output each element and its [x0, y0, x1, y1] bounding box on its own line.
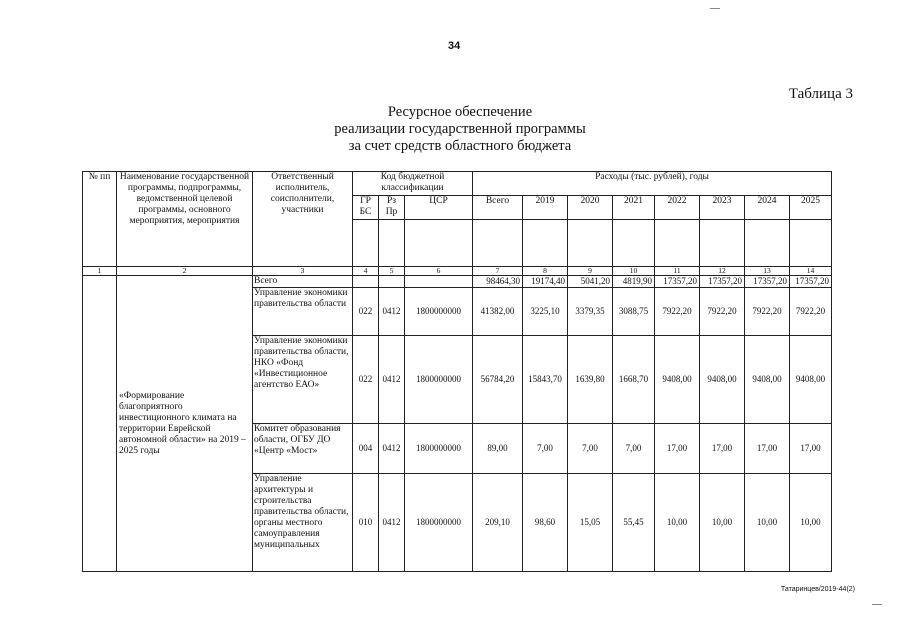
- value-cell: 9408,00: [700, 336, 745, 424]
- value-cell: 7922,20: [655, 288, 700, 336]
- value-cell: 15843,70: [523, 336, 568, 424]
- value-cell: 17,00: [655, 424, 700, 474]
- value-cell: 41382,00: [473, 288, 523, 336]
- value-cell: 98464,30: [473, 276, 523, 288]
- value-cell: 7,00: [523, 424, 568, 474]
- value-cell: 7922,20: [745, 288, 790, 336]
- header-expenses: Расходы (тыс. рублей), годы: [473, 172, 832, 196]
- header-year: 2019: [523, 196, 568, 220]
- column-index: 5: [379, 267, 405, 276]
- page-number: 34: [448, 40, 461, 52]
- value-cell: 4819,90: [613, 276, 655, 288]
- grbs-cell: 022: [353, 288, 379, 336]
- value-cell: 9408,00: [745, 336, 790, 424]
- scan-mark: [872, 604, 882, 605]
- value-cell: 7,00: [568, 424, 613, 474]
- header-total: Всего: [473, 196, 523, 220]
- value-cell: 17357,20: [655, 276, 700, 288]
- value-cell: 10,00: [700, 474, 745, 572]
- value-cell: 9408,00: [655, 336, 700, 424]
- row-number: [83, 276, 117, 572]
- responsible-cell: Всего: [253, 276, 353, 288]
- header-year: 2020: [568, 196, 613, 220]
- column-index: 10: [613, 267, 655, 276]
- value-cell: 17,00: [745, 424, 790, 474]
- column-index: 1: [83, 267, 117, 276]
- column-index: 14: [790, 267, 832, 276]
- column-index: 4: [353, 267, 379, 276]
- table-label: Таблица 3: [788, 86, 853, 102]
- csr-cell: 1800000000: [405, 288, 473, 336]
- value-cell: 7922,20: [790, 288, 832, 336]
- header-rzpr: Рз Пр: [379, 196, 405, 220]
- header-grbs: ГР БС: [353, 196, 379, 220]
- value-cell: 9408,00: [790, 336, 832, 424]
- value-cell: 17357,20: [790, 276, 832, 288]
- rzpr-cell: 0412: [379, 474, 405, 572]
- value-cell: 55,45: [613, 474, 655, 572]
- table-row: [83, 276, 832, 288]
- document-title: [260, 104, 660, 155]
- rzpr-cell: 0412: [379, 288, 405, 336]
- value-cell: 98,60: [523, 474, 568, 572]
- grbs-cell: 010: [353, 474, 379, 572]
- value-cell: 89,00: [473, 424, 523, 474]
- responsible-cell: Управление архитектуры и строительства правительства области, органы местного самоуправления муниципальных: [253, 474, 353, 572]
- value-cell: 15,05: [568, 474, 613, 572]
- column-index: 9: [568, 267, 613, 276]
- value-cell: 10,00: [790, 474, 832, 572]
- value-cell: 10,00: [745, 474, 790, 572]
- csr-cell: 1800000000: [405, 336, 473, 424]
- rzpr-cell: [379, 276, 405, 288]
- column-index: 2: [117, 267, 253, 276]
- value-cell: 17357,20: [700, 276, 745, 288]
- value-cell: 1668,70: [613, 336, 655, 424]
- header-year: 2024: [745, 196, 790, 220]
- value-cell: 7,00: [613, 424, 655, 474]
- column-index: 8: [523, 267, 568, 276]
- title-line-2: реализации государственной программы: [334, 121, 586, 137]
- grbs-cell: 004: [353, 424, 379, 474]
- value-cell: 7922,20: [700, 288, 745, 336]
- column-index: 6: [405, 267, 473, 276]
- column-index: 12: [700, 267, 745, 276]
- value-cell: 5041,20: [568, 276, 613, 288]
- resource-table: [82, 171, 832, 572]
- value-cell: 209,10: [473, 474, 523, 572]
- header-year: 2025: [790, 196, 832, 220]
- program-name: «Формирование благоприятного инвестиционного климата на территории Еврейской автономной области» на 2019 – 2025 годы: [117, 276, 253, 572]
- grbs-cell: [353, 276, 379, 288]
- header-csr: ЦСР: [405, 196, 473, 220]
- grbs-cell: 022: [353, 336, 379, 424]
- csr-cell: [405, 276, 473, 288]
- responsible-cell: Управление экономики правительства области, НКО «Фонд «Инвестиционное агентство ЕАО»: [253, 336, 353, 424]
- footer-reference: Татаринцев/2019-44(2): [780, 586, 855, 593]
- title-line-3: за счет средств областного бюджета: [348, 138, 572, 154]
- header-year: 2023: [700, 196, 745, 220]
- column-index: 13: [745, 267, 790, 276]
- csr-cell: 1800000000: [405, 424, 473, 474]
- header-year: 2022: [655, 196, 700, 220]
- value-cell: 3088,75: [613, 288, 655, 336]
- header-responsible: Ответственный исполнитель, соисполнители, участники: [253, 172, 353, 267]
- value-cell: 1639,80: [568, 336, 613, 424]
- value-cell: 3379,35: [568, 288, 613, 336]
- column-index: 7: [473, 267, 523, 276]
- header-budget-code: Код бюджетной классификации: [353, 172, 473, 196]
- title-line-1: Ресурсное обеспечение: [387, 104, 533, 120]
- rzpr-cell: 0412: [379, 336, 405, 424]
- header-name: Наименование государственной программы, подпрограммы, ведомственной целевой программы, основного мероприятия, мероприятия: [117, 172, 253, 267]
- column-index: 11: [655, 267, 700, 276]
- responsible-cell: Комитет образования области, ОГБУ ДО «Центр «Мост»: [253, 424, 353, 474]
- scan-mark: [710, 8, 720, 9]
- value-cell: 19174,40: [523, 276, 568, 288]
- column-index: 3: [253, 267, 353, 276]
- value-cell: 56784,20: [473, 336, 523, 424]
- header-num: № пп: [83, 172, 117, 267]
- header-year: 2021: [613, 196, 655, 220]
- rzpr-cell: 0412: [379, 424, 405, 474]
- value-cell: 17,00: [790, 424, 832, 474]
- value-cell: 17,00: [700, 424, 745, 474]
- value-cell: 17357,20: [745, 276, 790, 288]
- value-cell: 10,00: [655, 474, 700, 572]
- csr-cell: 1800000000: [405, 474, 473, 572]
- responsible-cell: Управление экономики правительства области: [253, 288, 353, 336]
- value-cell: 3225,10: [523, 288, 568, 336]
